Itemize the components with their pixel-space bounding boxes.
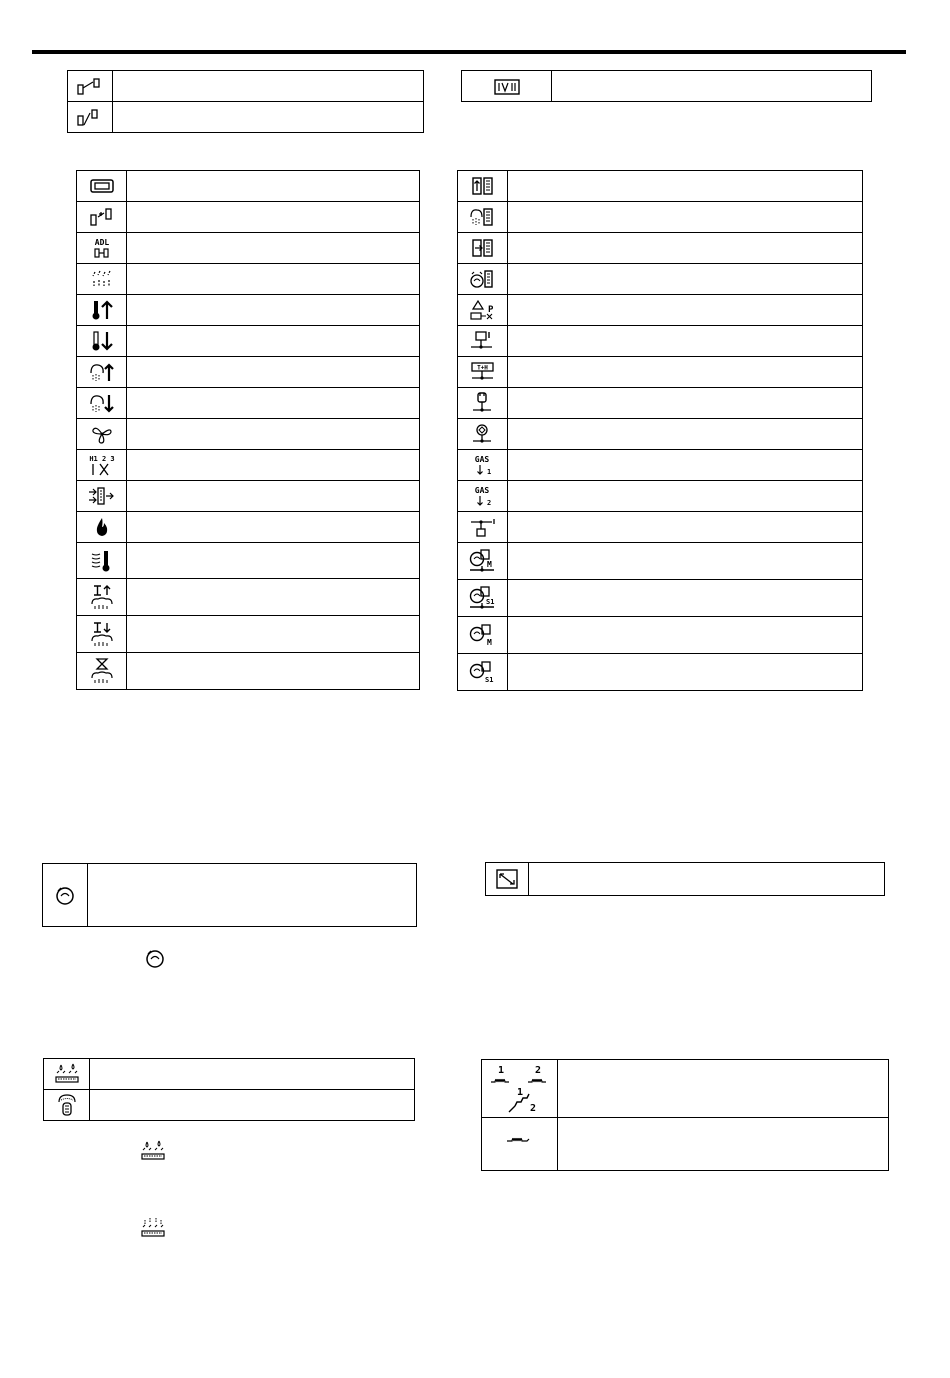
row-text — [127, 171, 420, 202]
table-row — [458, 580, 863, 617]
icon-glyph: 2 — [529, 1102, 536, 1114]
row-text — [127, 233, 420, 264]
temperature-low-icon — [88, 330, 116, 352]
row-text — [508, 419, 863, 450]
defrost-drip-icon — [88, 269, 116, 289]
heater-icon — [505, 1134, 535, 1144]
table-row — [68, 71, 424, 102]
temperature-high-icon — [88, 299, 116, 321]
table-row — [458, 512, 863, 543]
icon-glyph: GAS — [474, 486, 489, 495]
row-text — [508, 264, 863, 295]
drip-tray-alt-icon — [139, 1215, 167, 1239]
table-row — [44, 1059, 415, 1090]
icon-glyph: M — [486, 638, 492, 647]
row-text — [558, 1060, 889, 1118]
row-text — [508, 233, 863, 264]
humidity-low-icon — [88, 620, 116, 648]
row-text — [508, 171, 863, 202]
table-row — [458, 326, 863, 357]
row-text — [508, 326, 863, 357]
table-row — [458, 233, 863, 264]
door-in-icon — [469, 175, 497, 197]
icon-glyph: GAS — [474, 455, 489, 464]
row-text — [552, 71, 872, 102]
row-text — [508, 481, 863, 512]
table-resize — [485, 862, 885, 896]
table-row — [458, 171, 863, 202]
table-row — [77, 481, 420, 512]
row-text — [508, 295, 863, 326]
table-row — [458, 654, 863, 691]
timer-icon — [87, 453, 117, 477]
row-text — [90, 1090, 415, 1121]
row-text — [127, 653, 420, 690]
table-row — [458, 295, 863, 326]
row-text — [127, 264, 420, 295]
compressor-s1-alt-icon — [468, 657, 498, 687]
table-top-right — [461, 70, 872, 102]
table-row — [77, 653, 420, 690]
table-right-list — [457, 170, 863, 691]
table-row — [77, 388, 420, 419]
door-open-icon — [75, 78, 105, 96]
pressure-switch-icon — [468, 298, 498, 322]
probe-th-icon — [468, 360, 498, 384]
pressure-low-icon — [88, 392, 116, 414]
table-row — [458, 617, 863, 654]
thermometer-heat-icon — [88, 548, 116, 574]
airflow-out-icon — [87, 485, 117, 507]
table-row — [77, 202, 420, 233]
row-text — [127, 512, 420, 543]
row-text — [127, 326, 420, 357]
drip-tray-icon — [53, 1062, 81, 1086]
table-top-left — [67, 70, 424, 133]
table-row — [482, 1060, 889, 1118]
drip-tray-icon — [139, 1139, 167, 1163]
row-text — [127, 543, 420, 579]
resize-icon — [495, 868, 519, 890]
icon-glyph: 2 — [534, 1064, 541, 1076]
row-text — [508, 617, 863, 654]
probe-sensor-icon — [468, 422, 498, 446]
icon-glyph: S1 — [485, 598, 494, 606]
table-row — [458, 543, 863, 580]
row-text — [508, 357, 863, 388]
probe-bus-icon — [468, 515, 498, 539]
adl-defrost-icon — [88, 236, 116, 260]
row-text — [529, 863, 885, 896]
row-text — [127, 295, 420, 326]
table-row — [458, 202, 863, 233]
row-text — [508, 580, 863, 617]
table-row — [458, 388, 863, 419]
humidity-high-icon — [88, 583, 116, 611]
table-row — [43, 864, 417, 927]
icon-glyph: M — [486, 560, 492, 569]
row-text — [113, 102, 424, 133]
row-text — [127, 388, 420, 419]
fire-icon — [88, 516, 116, 538]
table-row — [458, 264, 863, 295]
row-text — [508, 450, 863, 481]
row-text — [508, 388, 863, 419]
table-row — [77, 264, 420, 295]
row-text — [508, 202, 863, 233]
table-row — [77, 543, 420, 579]
icon-glyph: T+H — [476, 364, 488, 372]
table-drip — [43, 1058, 415, 1121]
icon-glyph: S1 — [484, 676, 493, 684]
row-text — [127, 450, 420, 481]
top-rule — [32, 50, 906, 54]
table-row — [77, 512, 420, 543]
gas-1-icon — [468, 453, 498, 477]
row-text — [127, 357, 420, 388]
row-text — [127, 579, 420, 616]
compressor-icon — [143, 946, 167, 970]
probe-plug-icon — [468, 391, 498, 415]
icon-glyph: 2 — [486, 499, 491, 507]
icon-glyph: P — [487, 305, 493, 315]
table-row — [77, 579, 420, 616]
icon-glyph: H1 2 3 — [88, 455, 115, 463]
icon-glyph: 1 — [497, 1064, 504, 1076]
compressor-alarm-icon — [469, 268, 497, 290]
row-text — [90, 1059, 415, 1090]
condenser-alarm-icon — [469, 206, 497, 228]
table-row — [77, 357, 420, 388]
table-row — [458, 481, 863, 512]
row-text — [127, 481, 420, 512]
table-row — [77, 171, 420, 202]
door-open-half-icon — [75, 109, 105, 127]
row-text — [508, 512, 863, 543]
row-text — [127, 616, 420, 653]
table-row — [77, 295, 420, 326]
drip-sensor-icon — [53, 1092, 81, 1118]
table-row — [458, 357, 863, 388]
table-row — [482, 1118, 889, 1171]
humidity-alarm-icon — [88, 657, 116, 685]
fan-icon — [88, 423, 116, 445]
compressor-icon — [53, 883, 77, 907]
table-row — [458, 450, 863, 481]
table-row — [68, 102, 424, 133]
compressor-s1-icon — [468, 583, 498, 613]
icon-glyph: 1 — [516, 1086, 523, 1098]
battery-module-icon — [88, 176, 116, 196]
compressor-m-alt-icon — [468, 620, 498, 650]
row-text — [508, 654, 863, 691]
table-heaters — [481, 1059, 889, 1171]
icon-glyph: 1 — [486, 468, 491, 476]
row-text — [127, 419, 420, 450]
door-out-icon — [469, 237, 497, 259]
display-panel-icon — [493, 78, 521, 96]
row-text — [88, 864, 417, 927]
table-row — [486, 863, 885, 896]
row-text — [113, 71, 424, 102]
row-text — [127, 202, 420, 233]
table-compressor — [42, 863, 417, 927]
icon-glyph: ADL — [94, 238, 109, 247]
gas-2-icon — [468, 484, 498, 508]
table-row — [44, 1090, 415, 1121]
table-row — [458, 419, 863, 450]
door-switch-icon — [88, 207, 116, 227]
table-left-list — [76, 170, 420, 690]
heater-stages-icon — [488, 1062, 552, 1116]
pressure-high-icon — [88, 361, 116, 383]
table-row — [77, 450, 420, 481]
table-row — [77, 233, 420, 264]
probe-1-icon — [468, 329, 498, 353]
table-row — [77, 616, 420, 653]
row-text — [558, 1118, 889, 1171]
compressor-m-icon — [468, 546, 498, 576]
table-row — [462, 71, 872, 102]
table-row — [77, 419, 420, 450]
row-text — [508, 543, 863, 580]
table-row — [77, 326, 420, 357]
